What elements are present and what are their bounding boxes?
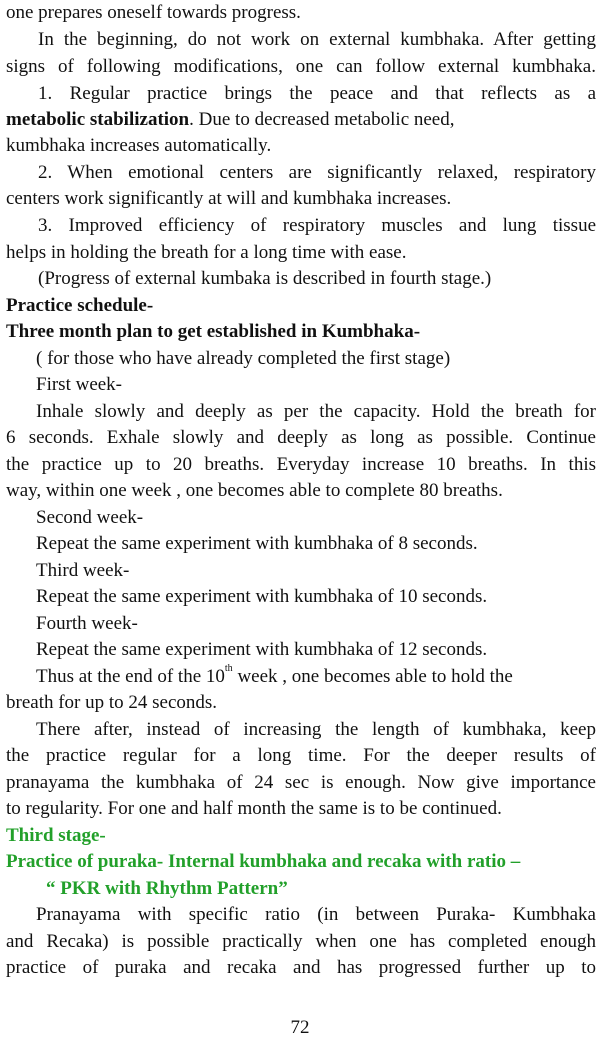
stage-subtitle: “ PKR with Rhythm Pattern” (46, 878, 288, 899)
text-part: Thus at the end of the 10 (36, 666, 225, 687)
text-line: 2. When emotional centers are significantly relaxed, respiratory (38, 162, 596, 183)
text-line: (Progress of external kumbaka is described in fourth stage.) (38, 268, 492, 289)
text-line-rest: . Due to decreased metabolic need, (189, 109, 455, 130)
text-line: 6 seconds. Exhale slowly and deeply as long as possible. Continue (6, 427, 596, 448)
text-line: practice of puraka and recaka and has progressed further up to (6, 957, 596, 978)
week-heading: Second week- (36, 507, 144, 528)
ordinal-suffix: th (224, 663, 233, 674)
text-line: to regularity. For one and half month the same is to be continued. (6, 798, 502, 819)
text-line: ( for those who have already completed the first stage) (36, 348, 451, 369)
text-line: Repeat the same experiment with kumbhaka of 8 seconds. (36, 533, 478, 554)
stage-heading: Third stage- (6, 825, 106, 846)
text-line: helps in holding the breath for a long time with ease. (6, 242, 407, 263)
text-line: one prepares oneself towards progress. (6, 2, 301, 23)
text-line: signs of following modifications, one can follow external kumbhaka. (6, 56, 596, 77)
text-line (36, 664, 596, 691)
stage-subheading: Practice of puraka- Internal kumbhaka and recaka with ratio – (6, 851, 521, 872)
text-line: There after, instead of increasing the length of kumbhaka, keep (36, 719, 596, 740)
text-line: Repeat the same experiment with kumbhaka of 12 seconds. (36, 639, 488, 660)
text-line: kumbhaka increases automatically. (6, 135, 272, 156)
week-heading: Third week- (36, 560, 130, 581)
text-line: 1. Regular practice brings the peace and that reflects as a (38, 83, 596, 104)
section-subheading: Three month plan to get established in Kumbhaka- (6, 321, 421, 342)
text-part: week , one becomes able to hold the (232, 666, 513, 687)
page-number: 72 (290, 1017, 310, 1038)
text-line: Repeat the same experiment with kumbhaka of 10 seconds. (36, 586, 488, 607)
week-heading: First week- (36, 374, 123, 395)
text-line: the practice regular for a long time. For the deeper results of (6, 745, 596, 766)
text-line (6, 107, 596, 134)
text-line: pranayama the kumbhaka of 24 sec is enough. Now give importance (6, 772, 596, 793)
text-line: 3. Improved efficiency of respiratory muscles and lung tissue (38, 215, 596, 236)
text-line: Pranayama with specific ratio (in between Puraka- Kumbhaka (36, 904, 596, 925)
week-heading: Fourth week- (36, 613, 138, 634)
text-line: the practice up to 20 breaths. Everyday increase 10 breaths. In this (6, 454, 596, 475)
text-line: centers work significantly at will and kumbhaka increases. (6, 188, 452, 209)
text-line: Inhale slowly and deeply as per the capacity. Hold the breath for (36, 401, 596, 422)
text-line: In the beginning, do not work on external kumbhaka. After getting (38, 29, 596, 50)
text-line: and Recaka) is possible practically when one has completed enough (6, 931, 596, 952)
text-line: way, within one week , one becomes able to complete 80 breaths. (6, 480, 503, 501)
text-line: breath for up to 24 seconds. (6, 692, 218, 713)
bold-term: metabolic stabilization (6, 109, 190, 130)
section-heading: Practice schedule- (6, 295, 154, 316)
